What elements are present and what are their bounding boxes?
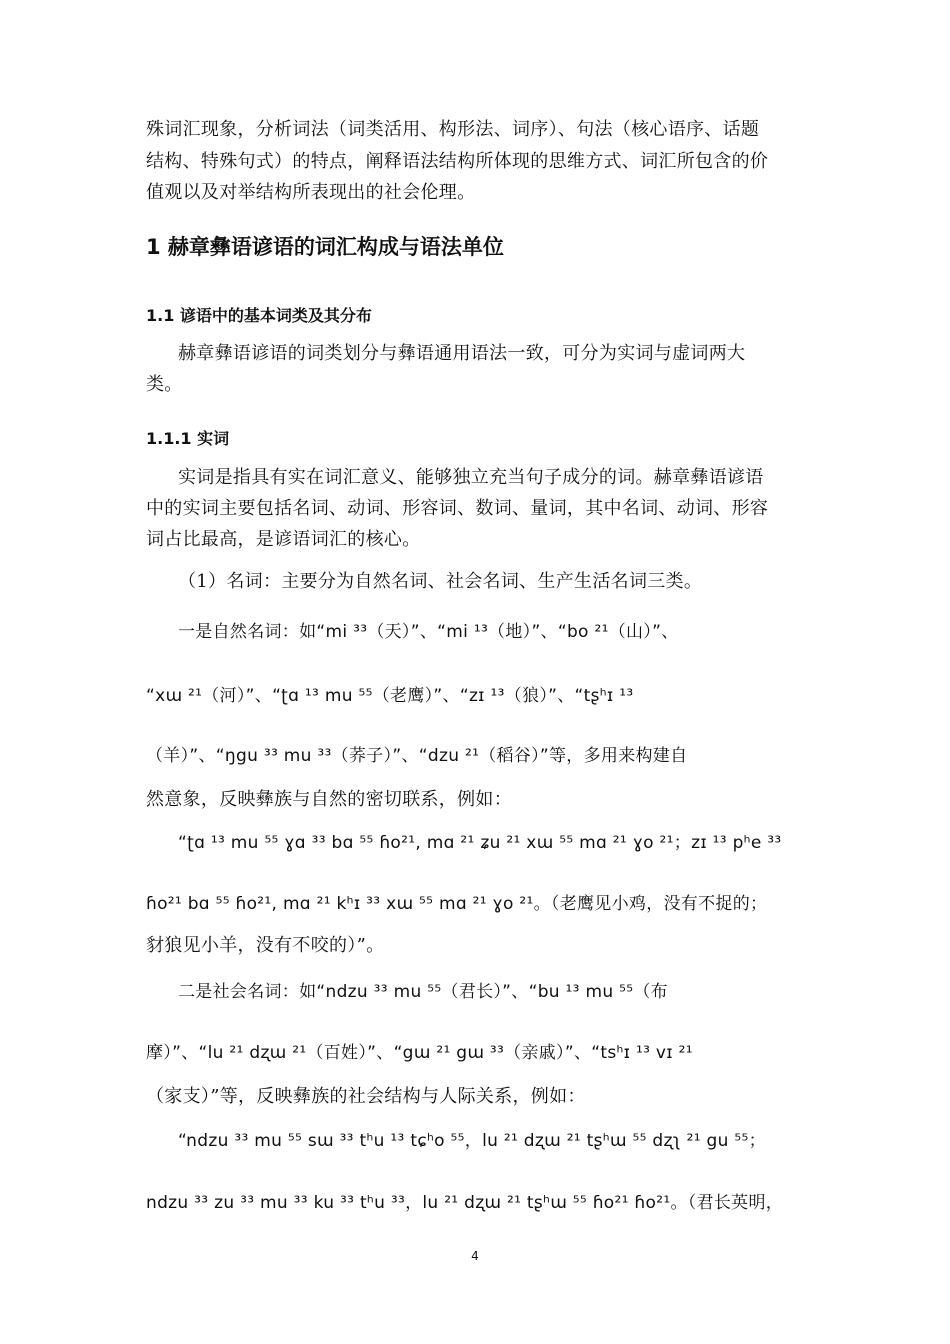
social-example-line-1: “ndzu ³³ mu ⁵⁵ sɯ ³³ tʰu ¹³ tɕʰo ⁵⁵，lu ²¹ dʐɯ ²¹ tʂʰɯ ⁵⁵ dʐʅ ²¹ gu ⁵⁵； bbox=[178, 1131, 766, 1151]
natural-example-line-3: 豺狼见小羊，没有不咬的）”。 bbox=[146, 935, 385, 956]
para-1-1-1-line-2: 中的实词主要包括名词、动词、形容词、数词、量词，其中名词、动词、形容 bbox=[146, 498, 769, 519]
subsection-heading-1-1-1: 1.1.1 实词 bbox=[146, 429, 230, 448]
intro-line-1: 殊词汇现象，分析词法（词类活用、构形法、词序）、句法（核心语序、话题 bbox=[146, 119, 760, 140]
subsection-heading-1-1: 1.1 谚语中的基本词类及其分布 bbox=[146, 306, 372, 325]
natural-nouns-line-4: 然意象，反映彝族与自然的密切联系，例如： bbox=[146, 789, 512, 810]
intro-line-3: 值观以及对举结构所表现出的社会伦理。 bbox=[146, 182, 476, 203]
social-example-line-2: ndzu ³³ zu ³³ mu ³³ ku ³³ tʰu ³³，lu ²¹ dʐɯ ²¹ tʂʰɯ ⁵⁵ ɦo²¹ ɦo²¹。（君长英明， bbox=[146, 1193, 784, 1213]
page-number: 4 bbox=[471, 1249, 479, 1263]
para-1-1-1-line-1: 实词是指具有实在词汇意义、能够独立充当句子成分的词。赫章彝语谚语 bbox=[178, 467, 764, 488]
natural-nouns-line-1: 一是自然名词：如“mi ³³（天）”、“mi ¹³（地）”、“bo ²¹（山）”、 bbox=[178, 622, 679, 642]
natural-nouns-line-3: （羊）”、“ŋgu ³³ mu ³³（荞子）”、“dzu ²¹（稻谷）”等，多用来构建自 bbox=[146, 746, 688, 766]
para-1-1-line-1: 赫章彝语谚语的词类划分与彝语通用语法一致，可分为实词与虚词两大 bbox=[178, 343, 746, 364]
natural-example-line-2: ɦo²¹ bɑ ⁵⁵ ɦo²¹, mɑ ²¹ kʰɪ ³³ xɯ ⁵⁵ mɑ ²¹ ɣo ²¹。（老鹰见小鸡，没有不捉的； bbox=[146, 894, 768, 914]
social-nouns-line-2: 摩）”、“lu ²¹ dʐɯ ²¹（百姓）”、“gɯ ²¹ gɯ ³³（亲戚）”、“tsʰɪ ¹³ vɪ ²¹ bbox=[146, 1043, 693, 1063]
section-heading-1: 1 赫章彝语谚语的词汇构成与语法单位 bbox=[146, 235, 504, 259]
social-nouns-line-3: （家支）”等，反映彝族的社会结构与人际关系，例如： bbox=[146, 1086, 586, 1107]
natural-example-line-1: “ʈɑ ¹³ mu ⁵⁵ ɣɑ ³³ bɑ ⁵⁵ ɦo²¹, mɑ ²¹ ʑu ²¹ xɯ ⁵⁵ mɑ ²¹ ɣo ²¹；zɪ ¹³ pʰe ³³ bbox=[178, 833, 782, 853]
para-1-1-1-line-3: 词占比最高，是谚语词汇的核心。 bbox=[146, 529, 421, 550]
social-nouns-line-1: 二是社会名词：如“ndzu ³³ mu ⁵⁵（君长）”、“bu ¹³ mu ⁵⁵（布 bbox=[178, 982, 668, 1002]
para-1-1-line-2: 类。 bbox=[146, 374, 183, 395]
natural-nouns-line-2: “xɯ ²¹（河）”、“ʈɑ ¹³ mu ⁵⁵（老鹰）”、“zɪ ¹³（狼）”、“tʂʰɪ ¹³ bbox=[146, 686, 634, 706]
nouns-intro: （1）名词：主要分为自然名词、社会名词、生产生活名词三类。 bbox=[178, 571, 703, 592]
intro-line-2: 结构、特殊句式）的特点，阐释语法结构所体现的思维方式、词汇所包含的价 bbox=[146, 151, 769, 172]
